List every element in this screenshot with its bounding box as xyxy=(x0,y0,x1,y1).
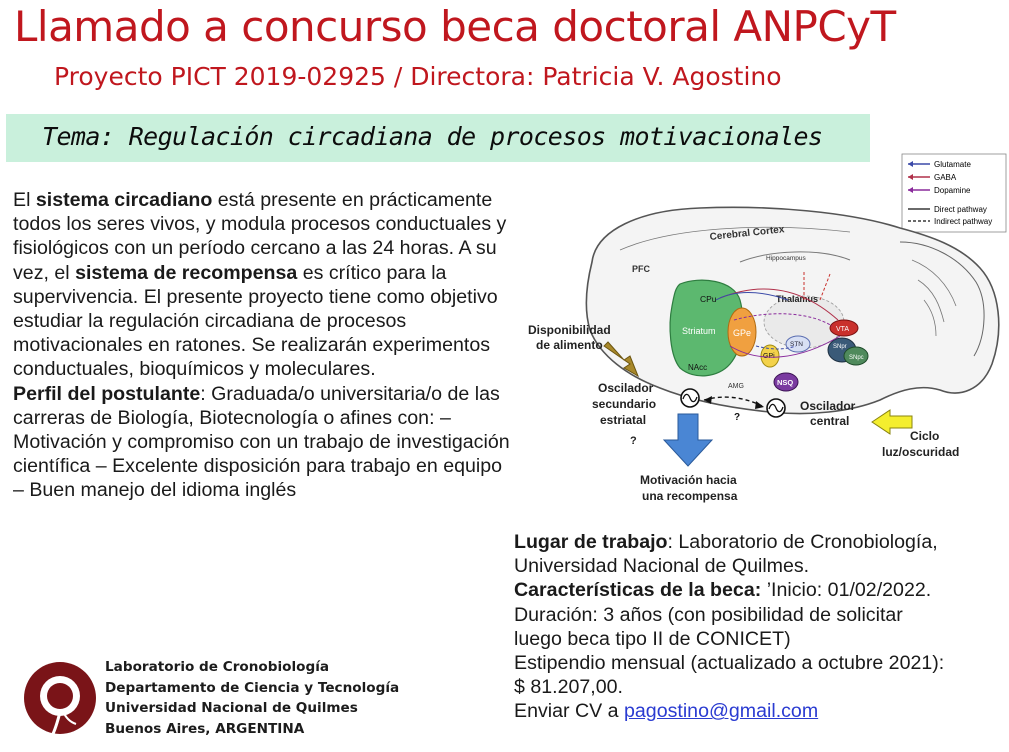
legend-indirect: Indirect pathway xyxy=(934,217,993,226)
clock-icon xyxy=(681,389,699,407)
stipend-amount: $ 81.207,00. xyxy=(514,676,623,699)
lab-university: Universidad Nacional de Quilmes xyxy=(105,700,358,716)
label-light-line2: luz/oscuridad xyxy=(882,445,960,459)
label-snpc: SNpc xyxy=(849,355,864,361)
label-thalamus: Thalamus xyxy=(776,294,819,304)
details-block xyxy=(514,530,1009,724)
label-hippocampus: Hippocampus xyxy=(766,255,806,262)
label-nacc: NAcc xyxy=(688,363,708,372)
label-secondary-line1: Oscilador xyxy=(598,381,654,395)
label-motivation-line2: una recompensa xyxy=(642,489,738,503)
lab-name: Laboratorio de Cronobiología xyxy=(105,659,330,675)
send-cv-text: Enviar CV a xyxy=(514,700,624,723)
description-bold-reward: sistema de recompensa xyxy=(75,261,298,284)
label-gpe: GPe xyxy=(733,328,752,338)
label-light-line1: Ciclo xyxy=(910,429,940,443)
label-pfc: PFC xyxy=(632,264,650,274)
workplace-text: : Laboratorio de Cronobiología, xyxy=(667,531,938,553)
workplace-label: Lugar de trabajo xyxy=(514,531,668,553)
lab-location: Buenos Aires, ARGENTINA xyxy=(105,720,305,737)
profile-text: : Graduada/o universitaria/o de las carreras de Biología, Biotecnología o afines con: – Motivación y compromiso con un trabajo de investigación científica – Excelente disposición para trabajo en equipo – Buen manejo del idioma inglés xyxy=(13,382,510,502)
description-text: es crítico para la supervivencia. El presente proyecto tiene como objetivo estudiar la regulación circadiana de procesos motivacionales en ratones. Se realizarán experimentos conductuales, bioquímicos y moleculares. xyxy=(13,261,498,381)
lab-department: Departamento de Ciencia y Tecnología xyxy=(105,679,400,696)
features-label: Características de la beca: xyxy=(514,579,762,602)
clock-icon xyxy=(767,399,785,417)
brain-circuit-diagram xyxy=(520,150,1009,510)
workplace-text: Universidad Nacional de Quilmes. xyxy=(514,555,810,578)
label-secondary-line3: estriatal xyxy=(600,413,647,427)
question-mark: ? xyxy=(630,435,637,447)
diagram-legend xyxy=(902,154,1006,232)
label-central-line2: central xyxy=(810,414,850,428)
label-snpr: SNpr xyxy=(833,344,847,350)
label-central-line1: Oscilador xyxy=(800,399,856,413)
page-subtitle: Proyecto PICT 2019-02925 / Directora: Patricia V. Agostino xyxy=(54,62,782,91)
label-secondary-line2: secundario xyxy=(592,397,657,411)
description-text: El xyxy=(13,189,36,211)
profile-label: Perfil del postulante xyxy=(13,382,201,405)
university-logo xyxy=(22,660,98,740)
question-mark: ? xyxy=(734,412,741,423)
description-bold-circadian: sistema circadiano xyxy=(35,189,213,211)
label-gpi: GPi xyxy=(763,353,775,360)
start-date: ’Inicio: 01/02/2022. xyxy=(761,579,932,602)
description-block xyxy=(13,188,513,503)
legend-dopamine: Dopamine xyxy=(934,186,971,195)
legend-glutamate: Glutamate xyxy=(934,160,971,169)
page-title: Llamado a concurso beca doctoral ANPCyT xyxy=(14,2,896,51)
label-cerebral-cortex: Cerebral Cortex xyxy=(709,224,785,243)
label-vta: VTA xyxy=(836,326,850,333)
lab-info xyxy=(105,657,465,739)
legend-direct: Direct pathway xyxy=(934,205,987,214)
label-cpu: CPu xyxy=(700,294,717,304)
light-arrow-icon xyxy=(872,410,912,434)
duration-text: Duración: 3 años (con posibilidad de solicitar xyxy=(514,603,903,626)
label-food-line1: Disponibilidad xyxy=(528,323,611,337)
label-nsq: NSQ xyxy=(777,378,794,387)
label-motivation-line1: Motivación hacia xyxy=(640,473,737,487)
email-link[interactable]: pagostino@gmail.com xyxy=(624,700,819,723)
label-striatum: Striatum xyxy=(682,326,716,336)
stipend-text: Estipendio mensual (actualizado a octubre 2021): xyxy=(514,652,945,675)
duration-text: luego beca tipo II de CONICET) xyxy=(514,627,791,650)
description-text: está presente en prácticamente todos los seres vivos, y modula procesos conductuales y fisiológicos con un período cercano a las 24 horas. A su vez, el xyxy=(13,189,507,284)
label-amg: AMG xyxy=(728,383,744,390)
label-food-line2: de alimento xyxy=(536,338,603,352)
motivation-arrow-icon xyxy=(664,414,712,466)
legend-gaba: GABA xyxy=(934,173,957,182)
topic-text: Tema: Regulación circadiana de procesos motivacionales xyxy=(42,122,823,151)
label-stn: STN xyxy=(790,341,803,348)
